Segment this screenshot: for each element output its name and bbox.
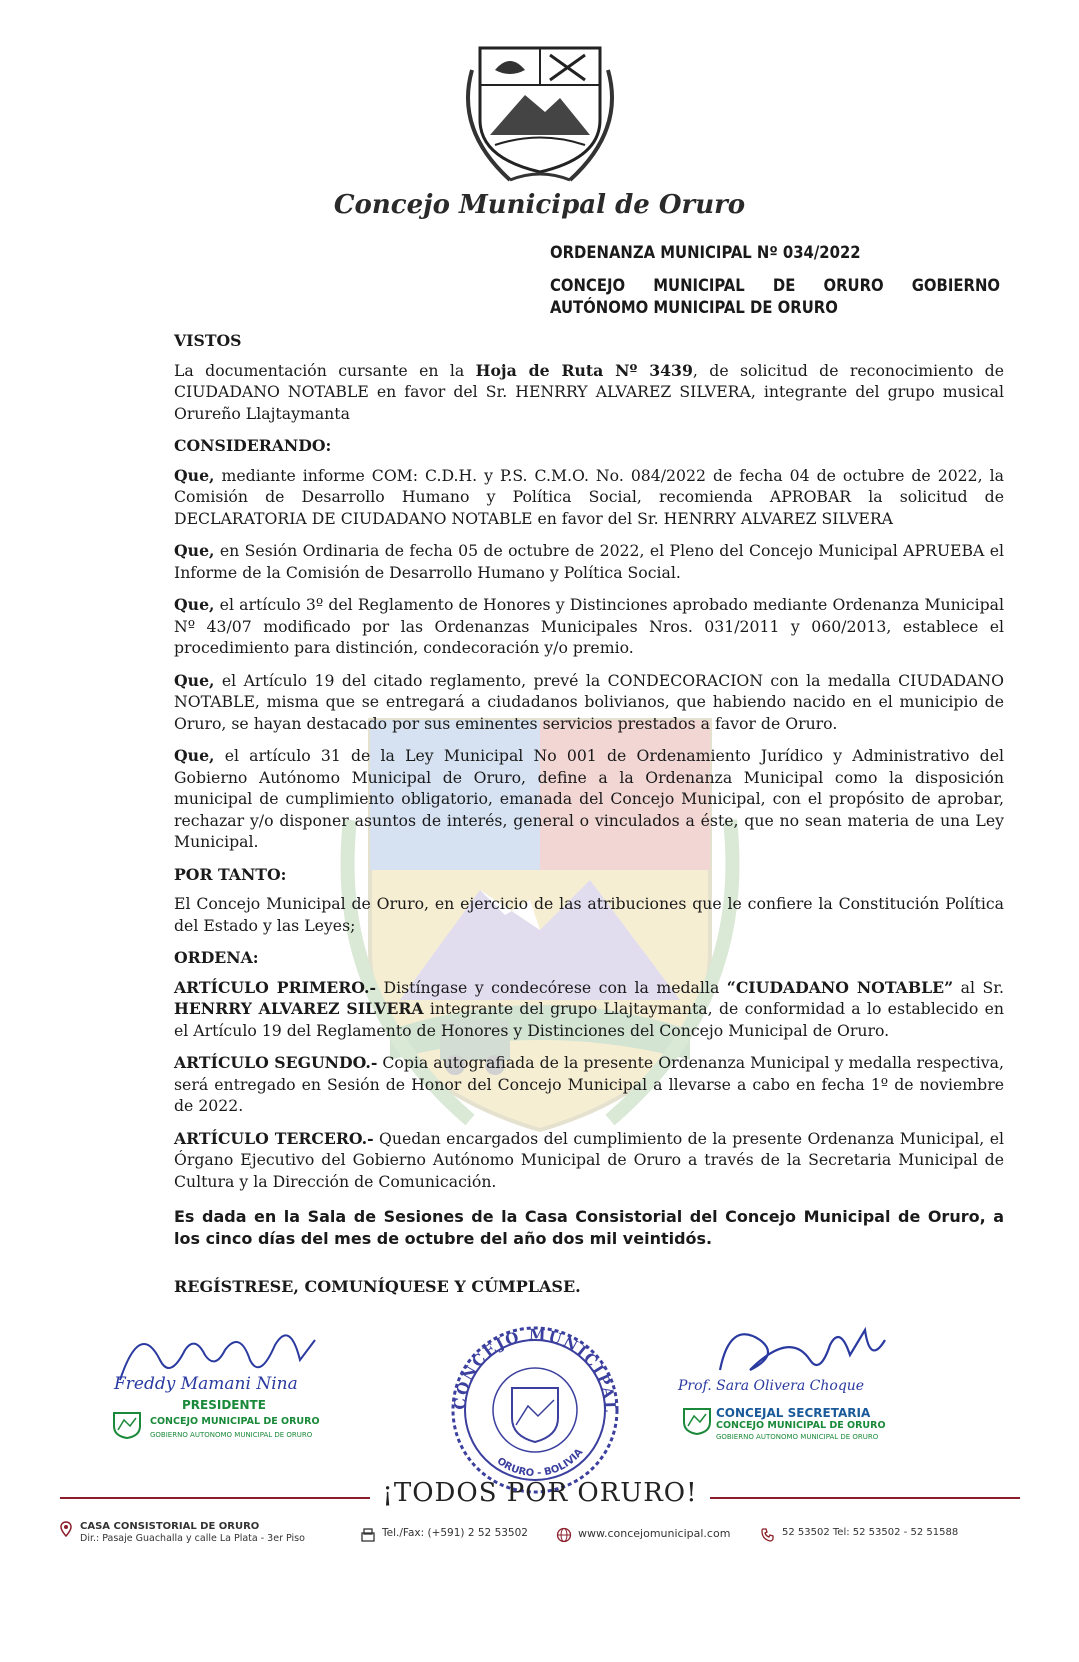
slogan: ¡TODOS POR ORURO! [382, 1478, 698, 1508]
route-sheet-ref: Hoja de Ruta Nº 3439 [475, 360, 693, 380]
phone-icon [760, 1527, 776, 1543]
dated-statement: Es dada en la Sala de Sesiones de la Casa Consistorial del Concejo Municipal de Oruro, a los cinco días del mes de octubre del año dos mil veintidós. [174, 1207, 1004, 1248]
footer-phones [760, 1527, 958, 1543]
register-statement: REGÍSTRESE, COMUNÍQUESE Y CÚMPLASE. [174, 1277, 581, 1296]
phones-text: 52 53502 Tel: 52 53502 - 52 51588 [782, 1527, 959, 1538]
considerando-text: en Sesión Ordinaria de fecha 05 de octubre de 2022, el Pleno del Concejo Municipal APRUEBA el Informe de la Comisión de Desarrollo Humano y Política Social. [174, 541, 1004, 582]
considerando-paragraph-4 [174, 670, 1004, 735]
considerando-paragraph-3 [174, 594, 1004, 659]
globe-icon [556, 1527, 572, 1543]
website-link[interactable]: www.concejomunicipal.com [578, 1527, 731, 1540]
que-lead: Que, [174, 465, 215, 485]
article-text: Distíngase y condecórese con la medalla [376, 977, 727, 997]
honoree-name: HENRRY ALVAREZ SILVERA [174, 999, 424, 1018]
oruro-coat-of-arms [450, 40, 630, 190]
vistos-text: La documentación cursante en la [174, 360, 476, 380]
official-seal [440, 1320, 630, 1500]
document-body [174, 330, 1004, 1309]
que-lead: Que, [174, 541, 215, 560]
fax-icon [360, 1527, 376, 1543]
ordena-heading: ORDENA: [174, 948, 259, 967]
council-title: Concejo Municipal de Oruro [333, 190, 746, 220]
secretary-org: CONCEJO MUNICIPAL DE ORURO [716, 1420, 886, 1431]
issuing-authority: CONCEJO MUNICIPAL DE ORURO GOBIERNO AUTÓNOMO MUNICIPAL DE ORURO [550, 276, 1000, 317]
article-first-lead: ARTÍCULO PRIMERO.- [174, 977, 377, 997]
council-stamp-icon [110, 1410, 144, 1440]
vistos-text-cont: , de solicitud de reconocimiento de CIUDADANO NOTABLE en favor del Sr. HENRRY ALVAREZ SILVERA, integrante del grupo musical Orureño Llajtaymanta [174, 360, 1005, 423]
footer-website [556, 1527, 730, 1543]
article-text: Copia autografiada de la presente Ordenanza Municipal y medalla respectiva, será entregado en Sesión de Honor del Concejo Municipal a llevarse a cabo en fecha 1º de noviembre de 2022. [174, 1053, 1004, 1115]
seal-top-text: CONCEJO MUNICIPAL [450, 1325, 620, 1415]
article-text: integrante del grupo Llajtaymanta, de conformidad a lo establecido en el Artículo 19 del Reglamento de Honores y Distinciones del Concejo Municipal de Oruro. [174, 999, 1004, 1040]
considerando-text: el artículo 3º del Reglamento de Honores y Distinciones aprobado mediante Ordenanza Municipal Nº 43/07 modificado por las Ordenanzas Municipales Nros. 031/2011 y 060/2013, establece el procedimiento para distinción, condecoración y/o premio. [174, 595, 1004, 657]
location-pin-icon [58, 1521, 74, 1537]
que-lead: Que, [174, 670, 215, 690]
vistos-heading: VISTOS [174, 331, 242, 350]
article-second-lead: ARTÍCULO SEGUNDO.- [174, 1053, 378, 1072]
article-text: Quedan encargados del cumplimiento de la presente Ordenanza Municipal, el Órgano Ejecutivo del Gobierno Autónomo Municipal de Oruro a través de la Secretaria Municipal de Cultura y la Dirección de Comunicación. [174, 1128, 1004, 1191]
address-text: Dir.: Pasaje Guachalla y calle La Plata - 3er Piso [80, 1533, 305, 1544]
signature-president [100, 1310, 350, 1460]
considerando-text: el Artículo 19 del citado reglamento, prevé la CONDECORACION con la medalla CIUDADANO NOTABLE, misma que se entregará a ciudadanos bolivianos, que habiendo nacido en el municipio de Oruro, se hayan destacado por sus eminentes servicios prestados a favor de Oruro. [174, 670, 1004, 733]
considerando-paragraph-1 [174, 465, 1004, 530]
article-text: al Sr. [953, 977, 1004, 997]
considerando-text: mediante informe COM: C.D.H. y P.S. C.M.O. No. 084/2022 de fecha 04 de octubre de 2022, la Comisión de Desarrollo Humano y Política Social, recomienda APROBAR la solicitud de DECLARATORIA DE CIUDADANO NOTABLE en favor del Sr. HENRRY ALVAREZ SILVERA [174, 465, 1004, 528]
footer [0, 1515, 1079, 1555]
article-third-lead: ARTÍCULO TERCERO.- [174, 1128, 374, 1148]
medal-name: “CIUDADANO NOTABLE” [726, 977, 954, 997]
considerando-text: el artículo 31 de la Ley Municipal No 001 de Ordenamiento Jurídico y Administrativo del Gobierno Autónomo Municipal de Oruro, define a la Ordenanza Municipal como la disposición municipal de cumplimiento obligatorio, emanada del Concejo Municipal, con el propósito de aprobar, rechazar y/o disponer asuntos de interés, general o vinculados a éste, que no sean materia de una Ley Municipal. [174, 746, 1004, 851]
article-third [174, 1128, 1004, 1193]
vistos-paragraph [174, 360, 1004, 425]
footer-rule-left [60, 1497, 370, 1499]
secretary-name: Prof. Sara Olivera Choque [678, 1378, 865, 1394]
signature-secretary [678, 1310, 920, 1460]
article-first [174, 977, 1004, 1042]
por-tanto-heading: POR TANTO: [174, 864, 287, 884]
secretary-gov: GOBIERNO AUTONOMO MUNICIPAL DE ORURO [716, 1433, 879, 1441]
president-role: PRESIDENTE [182, 1398, 266, 1412]
considerando-heading: CONSIDERANDO: [174, 436, 332, 455]
seal-bottom-text: ORURO - BOLIVIA [494, 1446, 586, 1480]
president-org: CONCEJO MUNICIPAL DE ORURO [150, 1416, 320, 1427]
footer-phone-fax [360, 1527, 528, 1543]
que-lead: Que, [174, 595, 215, 614]
footer-rule-right [710, 1497, 1020, 1499]
por-tanto-paragraph: El Concejo Municipal de Oruro, en ejercicio de las atribuciones que le confiere la Constitución Política del Estado y las Leyes; [174, 894, 1004, 935]
president-gov: GOBIERNO AUTONOMO MUNICIPAL DE ORURO [150, 1431, 313, 1439]
ordinance-number: ORDENANZA MUNICIPAL Nº 034/2022 [550, 243, 861, 262]
considerando-paragraph-2 [174, 540, 1004, 583]
que-lead: Que, [174, 746, 215, 765]
council-stamp-icon [680, 1406, 714, 1436]
considerando-paragraph-5 [174, 745, 1004, 853]
address-title: CASA CONSISTORIAL DE ORURO [80, 1521, 260, 1532]
phone-fax-text: Tel./Fax: (+591) 2 52 53502 [382, 1527, 528, 1539]
secretary-role: CONCEJAL SECRETARIA [716, 1406, 871, 1420]
article-second [174, 1052, 1004, 1117]
president-name: Freddy Mamani Nina [114, 1374, 298, 1394]
svg-text:CONCEJO MUNICIPAL [451, 1326, 619, 1414]
footer-address [58, 1521, 305, 1545]
